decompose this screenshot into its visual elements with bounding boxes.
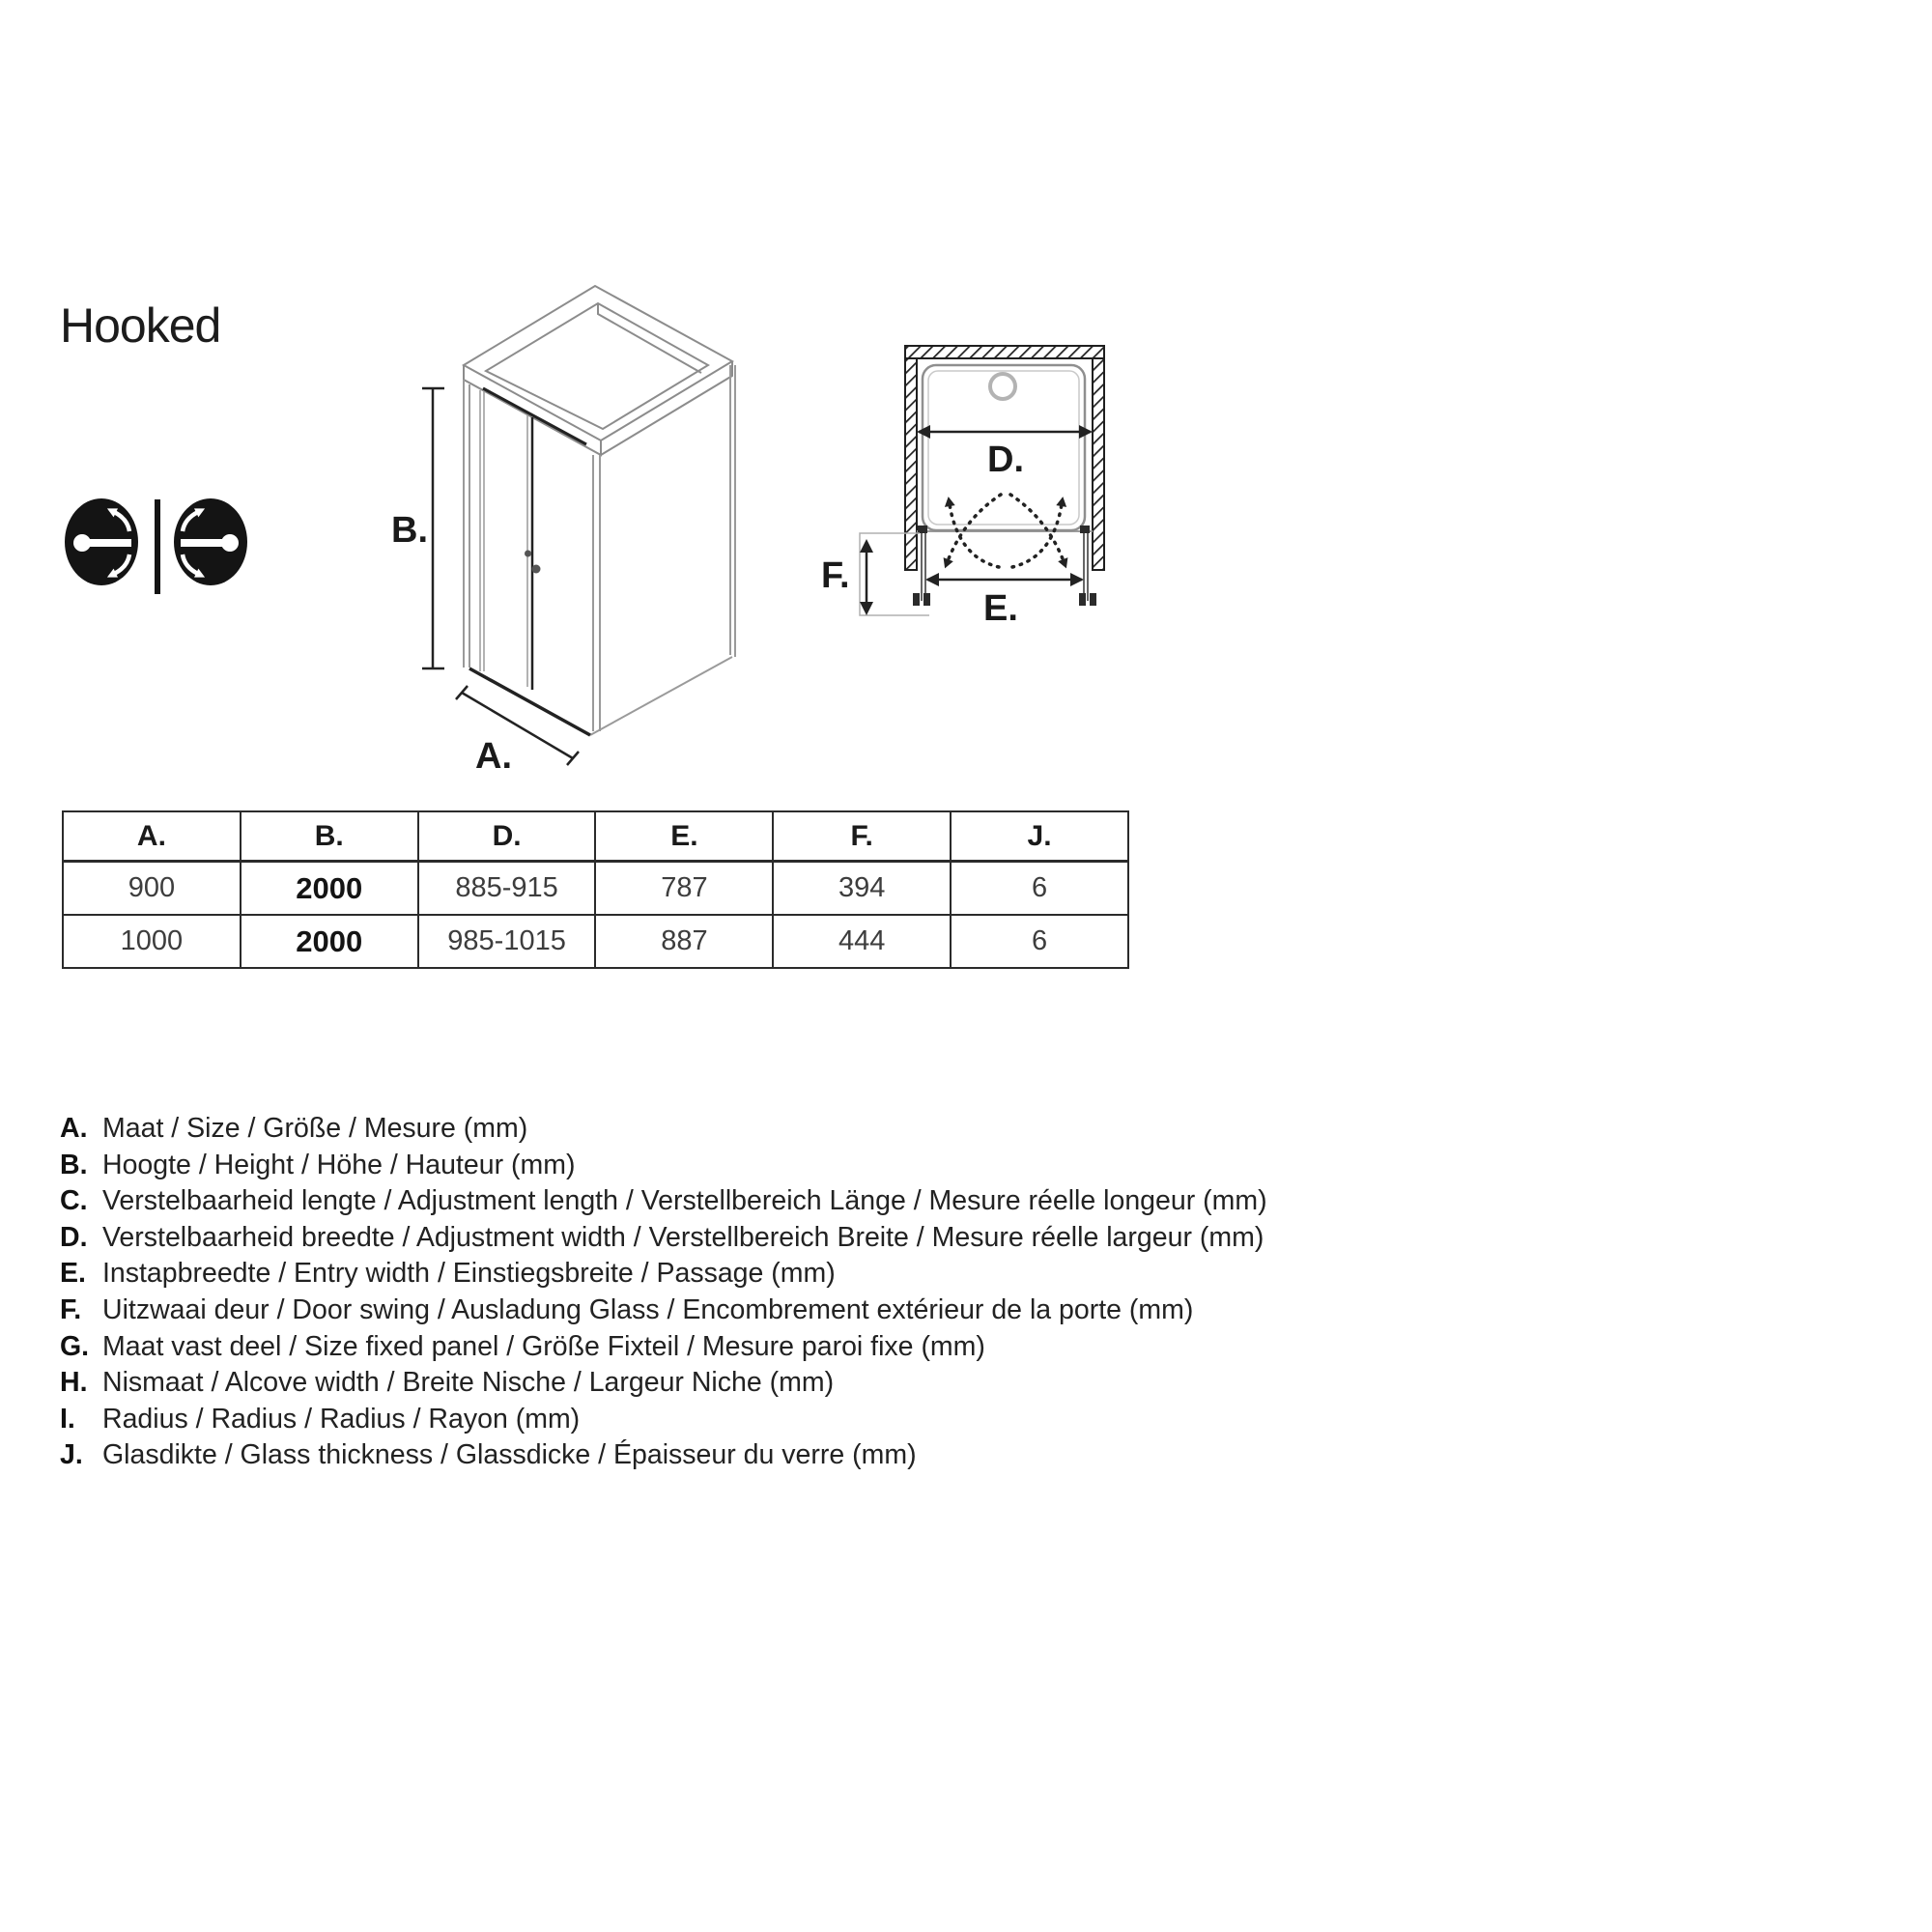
door-swing-right-pivot-icon [174,498,247,585]
table-cell-glass-thickness: 6 [951,915,1128,968]
table-header-a: A. [63,811,241,862]
door-swing-depth-label: F. [821,555,850,596]
legend-item [60,1437,1267,1474]
icon-divider-line [155,499,160,594]
glass-panels [464,365,735,735]
table-cell-height: 2000 [241,915,418,968]
height-dimension-label: B. [391,510,428,551]
top-frame [464,286,732,455]
legend-letter: D. [60,1221,88,1253]
legend-text: Uitzwaai deur / Door swing / Ausladung Glass / Encombrement extérieur de la porte (mm) [102,1293,1194,1325]
page-title: Hooked [60,298,221,353]
legend-letter: A. [60,1113,88,1144]
legend-item [60,1148,1267,1184]
top-view-drawing [802,328,1121,638]
legend-letter: B. [60,1149,88,1180]
legend-item [60,1293,1267,1329]
table-cell-entry-width: 887 [595,915,773,968]
legend-letter: C. [60,1185,88,1217]
legend-text: Instapbreedte / Entry width / Einstiegsbreite / Passage (mm) [102,1258,836,1290]
door-swing-left-pivot-icon [65,498,138,585]
table-header-f: F. [773,811,951,862]
legend-letter: E. [60,1258,86,1290]
table-cell-adjustment-width: 885-915 [418,862,596,916]
adjustment-width-label: D. [987,440,1024,480]
legend-text: Maat / Size / Größe / Mesure (mm) [102,1113,528,1144]
table-row [63,862,1128,916]
entry-width-label: E. [983,588,1018,629]
door-handle-dot [525,551,531,557]
dimensions-table [62,810,1129,969]
legend-text: Glasdikte / Glass thickness / Glassdicke / Épaisseur du verre (mm) [102,1439,917,1471]
table-cell-size: 900 [63,862,241,916]
legend-letter: J. [60,1439,83,1471]
legend-letter: H. [60,1367,88,1399]
table-header-row [63,811,1128,862]
legend-text: Radius / Radius / Radius / Rayon (mm) [102,1403,581,1435]
dimension-b [391,388,444,668]
legend-item [60,1329,1267,1366]
door-edges [469,388,590,735]
legend-item [60,1220,1267,1257]
table-cell-door-swing: 444 [773,915,951,968]
legend-item [60,1183,1267,1220]
legend-text: Verstelbaarheid lengte / Adjustment length / Verstellbereich Länge / Mesure réelle longeur (mm) [102,1185,1267,1217]
legend-text: Verstelbaarheid breedte / Adjustment width / Verstellbereich Breite / Mesure réelle largeur (mm) [102,1221,1264,1253]
table-header-e: E. [595,811,773,862]
dimension-a [456,686,579,776]
legend-text: Hoogte / Height / Höhe / Hauteur (mm) [102,1149,576,1180]
table-cell-glass-thickness: 6 [951,862,1128,916]
table-cell-height: 2000 [241,862,418,916]
dimension-legend [60,1111,1267,1474]
drain-icon [990,374,1015,399]
legend-item [60,1402,1267,1438]
legend-text: Nismaat / Alcove width / Breite Nische / Largeur Niche (mm) [102,1367,835,1399]
table-row [63,915,1128,968]
table-cell-adjustment-width: 985-1015 [418,915,596,968]
legend-item [60,1256,1267,1293]
table-header-j: J. [951,811,1128,862]
table-cell-door-swing: 394 [773,862,951,916]
legend-text: Maat vast deel / Size fixed panel / Größe Fixteil / Mesure paroi fixe (mm) [102,1330,985,1362]
legend-letter: G. [60,1330,90,1362]
legend-item [60,1365,1267,1402]
legend-letter: I. [60,1403,75,1435]
dimension-e [925,573,1084,629]
isometric-enclosure-drawing [386,220,773,776]
door-swing-options [50,495,263,596]
table-cell-entry-width: 787 [595,862,773,916]
width-dimension-label: A. [475,736,512,776]
legend-letter: F. [60,1293,82,1325]
table-header-b: B. [241,811,418,862]
legend-item [60,1111,1267,1148]
door-handle-dot [532,565,541,574]
table-header-d: D. [418,811,596,862]
table-cell-size: 1000 [63,915,241,968]
